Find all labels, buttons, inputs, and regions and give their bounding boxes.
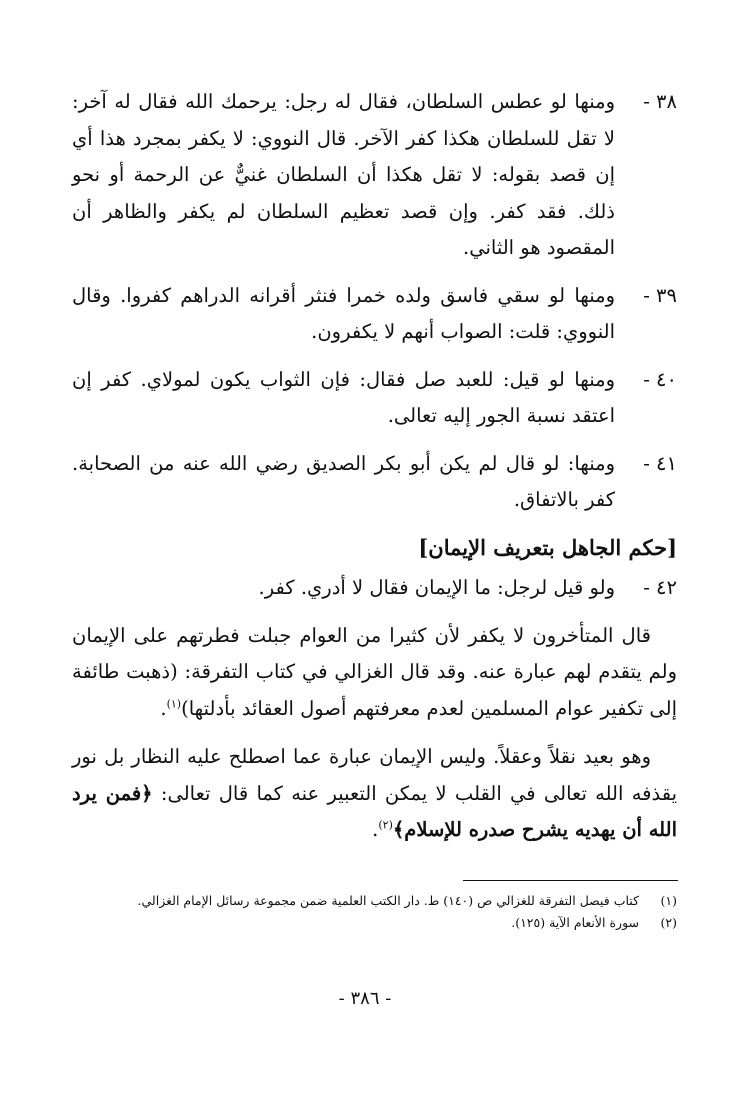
section-heading: [حكم الجاهل بتعريف الإيمان] <box>418 534 677 560</box>
item-number: ٣٨ - <box>643 90 677 113</box>
list-item <box>72 362 677 435</box>
footnote-text: سورة الأنعام الآية (١٢٥). <box>511 915 640 930</box>
page-number: - ٣٨٦ - <box>338 988 392 1009</box>
footnotes <box>72 890 677 934</box>
list-item <box>72 446 677 519</box>
main-text <box>72 84 677 861</box>
paragraph-end: . <box>372 818 379 841</box>
item-number: ٤٠ - <box>643 367 677 391</box>
footnote-ref: (١) <box>166 697 182 710</box>
paragraph-end: . <box>160 696 167 720</box>
item-text: ومنها لو عطس السلطان، فقال له رجل: يرحمك الله فقال له آخر: لا تقل للسلطان هكذا كفر الآخر. قال النووي: لا يكفر بمجرد هذا أي إن قصد بقوله: لا تقل هكذا أن السلطان غنيٌّ عن الرحمة أو نحو ذلك. فقد كفر. وإن قصد تعظيم السلطان لم يكفر والظاهر أن المقصود هو الثاني. <box>72 90 615 259</box>
footnote-number: (١) <box>660 893 677 908</box>
paragraph-text: وهو بعيد نقلاً وعقلاً. وليس الإيمان عبارة عما اصطلح عليه النظار بل نور يقذفه الله تعالى في القلب لا يمكن التعبير عنه كما قال تعالى: <box>72 745 678 805</box>
item-number: ٤١ - <box>643 451 677 475</box>
item-text: ولو قيل لرجل: ما الإيمان فقال لا أدري. كفر. <box>258 576 615 599</box>
item-number: ٤٢ - <box>643 576 677 599</box>
item-number: ٣٩ - <box>643 283 677 307</box>
footnote-divider <box>463 880 678 881</box>
item-text: ومنها لو قيل: للعبد صل فقال: فإن الثواب يكون لمولاي. كفر إن اعتقد نسبة الجور إليه تعالى. <box>72 367 615 427</box>
footnote-ref: (٢) <box>378 818 393 832</box>
paragraph <box>72 739 677 849</box>
item-text: ومنها: لو قال لم يكن أبو بكر الصديق رضي الله عنه من الصحابة. كفر بالاتفاق. <box>72 451 615 511</box>
paragraph <box>72 618 677 728</box>
quran-quote: ﴿فمن يرد الله أن يهديه يشرح صدره للإسلام﴾ <box>72 781 677 841</box>
paragraph-text: قال المتأخرون لا يكفر لأن كثيرا من العوام جبلت فطرتهم على الإيمان ولم يتقدم لهم عبارة عنه. وقد قال الغزالي في كتاب التفرقة: (ذهبت طائفة إلى تكفير عوام المسلمين لعدم معرفتهم أصول العقائد بأدلتها) <box>72 623 677 720</box>
footnote-number: (٢) <box>660 915 677 930</box>
list-item <box>72 84 677 267</box>
list-item <box>72 570 677 607</box>
footnote <box>72 912 677 934</box>
item-text: ومنها لو سقي فاسق ولده خمرا فنثر أقرانه الدراهم كفروا. وقال النووي: قلت: الصواب أنهم لا يكفرون. <box>72 283 615 343</box>
footnote <box>72 890 677 912</box>
list-item <box>72 278 677 351</box>
footnote-text: كتاب فيصل التفرقة للغزالي ص (١٤٠) ط. دار الكتب العلمية ضمن مجموعة رسائل الإمام الغزالي. <box>137 893 640 908</box>
